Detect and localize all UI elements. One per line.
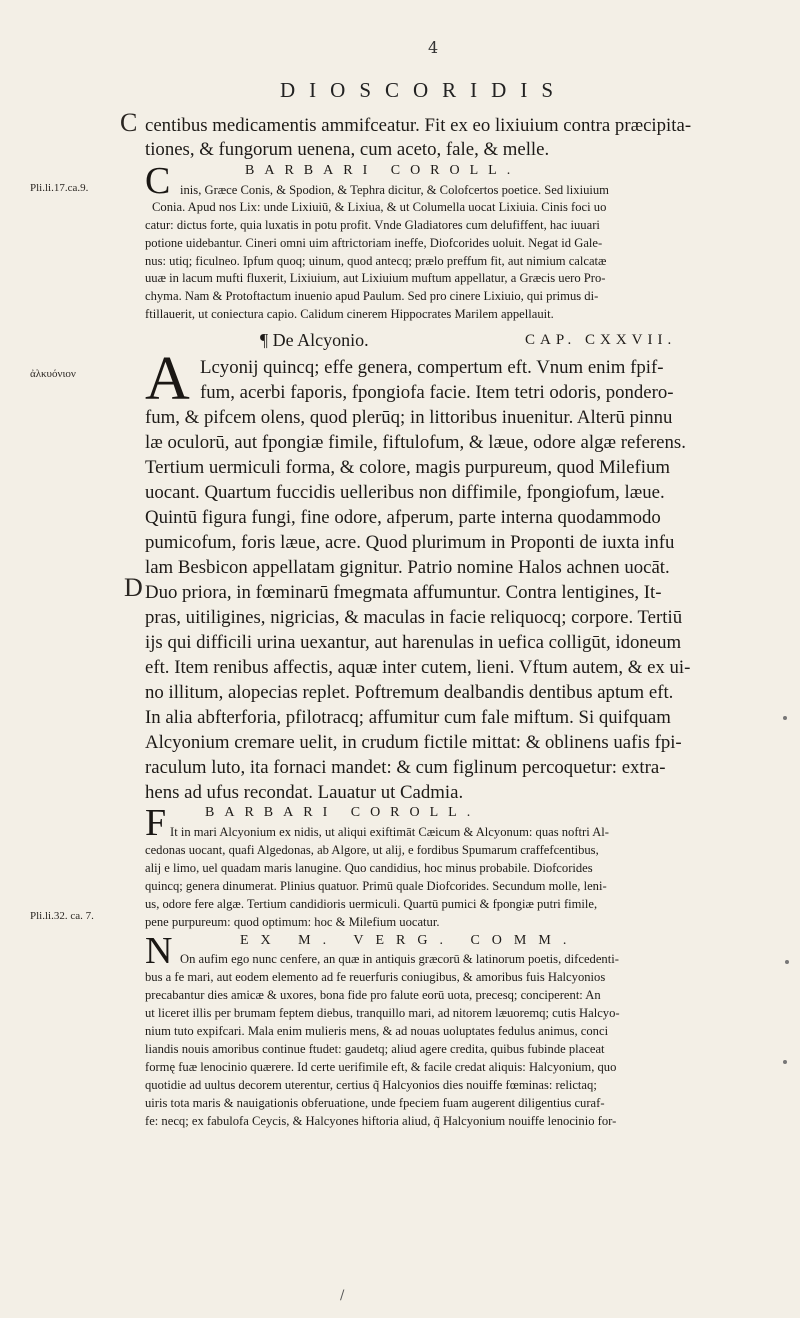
margin-reference-pliny-2: Pli.li.32. ca. 7.: [30, 910, 94, 922]
commentary-line: Conia. Apud nos Lix: unde Lixiuiū, & Lixiua, & ut Columella uocat Lixiuia. Cinis foci uo: [152, 201, 607, 214]
commentary-line: inis, Græce Conis, & Spodion, & Tephra dicitur, & Colofcertos poetice. Sed lixiuium: [180, 184, 609, 197]
commentary-line: fe: necq; ex fabulofa Ceycis, & Halcyones hiftoria aliud, q̃ Halcyonium nouiffe lenocinio for-: [145, 1115, 617, 1128]
text-line: Quintū figura fungi, fine odore, afperum, parte interna quodammodo: [145, 509, 661, 528]
commentary-line: alij e limo, uel quadam maris lanugine. Quo candidius, hoc minus probabile. Diofcorides: [145, 862, 593, 875]
text-line: Lcyonij quincq; effe genera, compertum eft. Vnum enim fpif-: [200, 359, 664, 378]
commentary-line: quincq; genera dinumerat. Plinius quatuor. Primū quale Diofcorides. Secundum molle, leni-: [145, 880, 607, 893]
text-line: fum, & pifcem olens, quod plerūq; in littoribus inuenitur. Alterū pinnu: [145, 409, 673, 428]
commentary-line: bus a fe mari, aut eodem elemento ad fe reuerfuris coniugibus, & amoribus fuis Halcyonios: [145, 971, 606, 984]
section-heading: BARBARI COROLL.: [245, 164, 521, 178]
text-line: lam Besbicon appellatam gignitur. Patrio nomine Halos achnen uocāt.: [145, 559, 670, 578]
folio-mark: 4: [428, 38, 439, 57]
text-line: raculum luto, ita fornaci mandet: & cum figlinum percoquetur: extra-: [145, 759, 666, 778]
section-heading: BARBARI COROLL.: [205, 806, 481, 820]
section-heading: EX M. VERG. COMM.: [240, 934, 579, 948]
commentary-line: ut liceret illis per brumam feptem diebus, tranquillo mari, ad nitorem læuoremq; cutis Halcyo-: [145, 1007, 620, 1020]
commentary-line: uuæ in lacum mufti fluxerit, Lixiuium, aut Lixiuium muftum appellatur, a Græcis uero Pro-: [145, 272, 606, 285]
chapter-number: CAP. CXXVII.: [525, 332, 677, 348]
commentary-line: nium tuto expifcari. Mala enim mulieris mens, & ad nouas uoluptates fedulus animus, conci: [145, 1025, 609, 1038]
text-line: læ oculorū, aut fpongiæ fimile, fiftulofum, & læue, odore algæ referens.: [145, 434, 686, 453]
commentary-line: chyma. Nam & Protoftactum inuenio apud Paulum. Sed pro cinere Lixiuio, qui primus di-: [145, 290, 599, 303]
text-line: hens ad ufus recondat. Lauatur ut Cadmia.: [145, 784, 464, 803]
commentary-line: catur: dictus forte, quia luxatis in potu profit. Vnde Gladiatores cum delufiffent, hac iuuari: [145, 219, 600, 232]
commentary-line: ftillauerit, ut coniectura capio. Calidum cinerem Hippocrates Marilem appellauit.: [145, 308, 554, 321]
drop-cap-a: A: [145, 345, 190, 413]
text-line: pumicofum, foris læue, acre. Quod plurimum in Proponti de iuxta infu: [145, 534, 675, 553]
commentary-line: On aufim ego nunc cenfere, an quæ in antiquis græcorū & latinorum poetis, difcedenti-: [180, 953, 619, 966]
commentary-line: It in mari Alcyonium ex nidis, ut aliqui exiftimāt Cæicum & Alcyonum: quas noftri Al-: [170, 826, 609, 839]
text-line: In alia abfterforia, pfilotracq; affumitur cum fale miftum. Si quifquam: [145, 709, 671, 728]
text-line: Alcyonium cremare uelit, in crudum fictile mittat: & oblinens uafis fpi-: [145, 734, 682, 753]
margin-reference-pliny-1: Pli.li.17.ca.9.: [30, 182, 89, 194]
commentary-line: us, odore fere algæ. Tertium candidioris uermiculi. Quartū pumici & fpongiæ putri fimile,: [145, 898, 598, 911]
commentary-line: nus: utiq; ficulneo. Ipfum quoq; uinum, quod antecq; prælo preffum fit, aut nimium calcatæ: [145, 255, 607, 268]
catch-mark: /: [340, 1288, 345, 1303]
drop-cap-n: N: [145, 930, 173, 972]
commentary-line: precabantur dies amicæ & uxores, bona fide pro falute eorū uota, precesq; conciperent: An: [145, 989, 601, 1002]
commentary-line: potione uidebantur. Cineri omni uim aftrictoriam ineffe, Diofcorides uoluit. Negat id Gale-: [145, 237, 603, 250]
text-line: ijs qui difficili urina uexantur, aut harenulas in uefica colligūt, idoneum: [145, 634, 682, 653]
text-line: fum, acerbi faporis, fpongiofa facie. Item tetri odoris, pondero-: [200, 384, 674, 403]
margin-speck: [785, 960, 789, 964]
drop-cap-f: F: [145, 802, 167, 844]
commentary-line: quotidie ad uultus decorem uterentur, certius q̃ Halcyonios dies nouiffe fœminas: relictaq;: [145, 1079, 597, 1092]
text-line: eft. Item renibus affectis, aquæ inter cutem, lieni. Vftum autem, & ex ui-: [145, 659, 691, 678]
margin-greek-note: ἀλκυόνιον: [30, 368, 76, 380]
text-line: uocant. Quartum fuccidis uelleribus non diffimile, fpongiofum, læue.: [145, 484, 665, 503]
text-line: Tertium uermiculi forma, & colore, magis purpureum, quod Milefium: [145, 459, 670, 478]
commentary-line: liandis nouis amoribus continue ftudet: gaudetq; aliud agere credita, quibus fubinde placeat: [145, 1043, 605, 1056]
commentary-line: cedonas uocant, quafi Algedonas, ab Algore, ut alij, e fordibus Spumarum craffefcentibus,: [145, 844, 599, 857]
text-line: no illitum, alopecias replet. Poftremum dealbandis dentibus aptum eft.: [145, 684, 674, 703]
text-line: Duo priora, in fœminarū fmegmata affumuntur. Contra lentigines, It-: [145, 584, 662, 603]
commentary-line: uiris tota maris & nauigationis obferuatione, unde fpeciem fuam augerent diligentius curaf-: [145, 1097, 605, 1110]
margin-letter-d: D: [124, 573, 143, 602]
text-line: pras, uitiligines, nigricias, & maculas in facie reliquocq; corpore. Tertiū: [145, 609, 683, 628]
text-line: centibus medicamentis ammifceatur. Fit ex eo lixiuium contra præcipita-: [145, 117, 692, 136]
commentary-line: formę fuæ lenocinio quærere. Id certe uerifimile eft, & facile credat aliquis: Halcyonium, quo: [145, 1061, 617, 1074]
running-header: DIOSCORIDIS: [280, 78, 568, 102]
margin-speck: [783, 1060, 787, 1064]
margin-speck: [783, 716, 787, 720]
commentary-line: pene purpureum: quod optimum: hoc & Milefium uocatur.: [145, 916, 440, 929]
chapter-heading: ¶ De Alcyonio.: [260, 330, 369, 350]
margin-letter-c: C: [120, 108, 138, 137]
text-line: tiones, & fungorum uenena, cum aceto, fale, & melle.: [145, 141, 550, 160]
drop-cap-c: C: [145, 160, 171, 202]
